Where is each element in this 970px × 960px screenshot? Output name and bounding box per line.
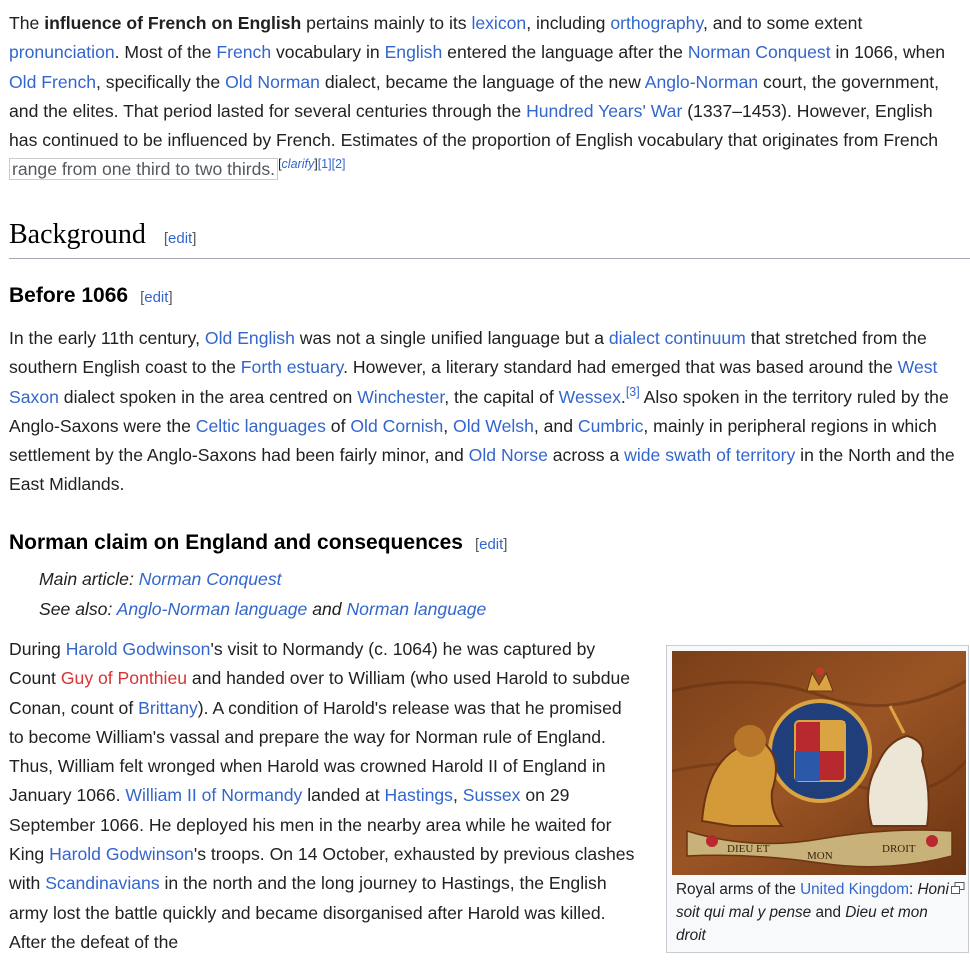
reference-1[interactable]: [1]	[317, 157, 332, 172]
link-orthography[interactable]: orthography	[610, 13, 703, 33]
heading-text: Background	[9, 219, 146, 250]
link-wide-swath[interactable]: wide swath of territory	[624, 445, 796, 466]
text: entered the language after the	[442, 42, 688, 63]
link-harold-godwinson-2[interactable]: Harold Godwinson	[49, 844, 194, 865]
text: 's visit to Normandy (c. 1064) he was captured by Count	[9, 639, 596, 689]
link-old-english[interactable]: Old English	[204, 328, 295, 348]
text: , and	[533, 415, 578, 436]
motto-italic-1: Honi soit qui mal y pense	[676, 881, 949, 921]
section-heading-background	[9, 219, 970, 259]
link-william-ii-normandy[interactable]: William II of Normandy	[125, 785, 303, 806]
link-dialect-continuum[interactable]: dialect continuum	[608, 328, 746, 348]
motto-right: DROIT	[882, 843, 916, 855]
link-anglo-norman[interactable]: Anglo-Norman	[644, 71, 759, 92]
text: Royal arms of the	[676, 881, 801, 898]
link-harold-godwinson[interactable]: Harold Godwinson	[65, 639, 211, 659]
link-pronunciation[interactable]: pronunciation	[9, 42, 115, 63]
heading-text: Norman claim on England and consequences	[9, 531, 463, 554]
text: , mainly in peripheral regions in which settlement by the Anglo-Saxons had been fairly minor, and	[9, 415, 937, 466]
motto-mid: MON	[807, 850, 833, 862]
edit-link[interactable]: edit	[144, 289, 169, 306]
figure-caption	[676, 878, 961, 947]
text: landed at	[302, 785, 385, 806]
figure-royal-arms	[666, 645, 969, 953]
text: across a	[547, 445, 625, 466]
link-anglo-norman-language[interactable]: Anglo-Norman language	[116, 599, 308, 619]
text: of	[325, 415, 351, 436]
link-old-norse[interactable]: Old Norse	[468, 445, 548, 466]
hatnote-label: See also:	[39, 599, 117, 619]
link-norman-language[interactable]: Norman language	[346, 599, 487, 619]
link-lexicon[interactable]: lexicon	[471, 13, 527, 33]
text: , including	[526, 13, 611, 33]
text: ). A condition of Harold's release was that he promised to become William's vassal and prepare the way for Norman rule of England. Thus, William felt wronged when Harold was crowned Harold II of England in January 1066.	[9, 697, 622, 806]
link-hundred-years-war[interactable]: Hundred Years' War	[526, 100, 683, 121]
link-old-norman[interactable]: Old Norman	[225, 71, 320, 92]
edit-link[interactable]: edit	[168, 230, 193, 247]
edit-section-norman-claim: [edit]	[474, 536, 508, 553]
link-norman-conquest[interactable]: Norman Conquest	[687, 42, 831, 63]
royal-arms-image[interactable]	[672, 651, 966, 875]
text: dialect spoken in the area centred on	[58, 386, 358, 407]
text: :	[908, 881, 918, 898]
text: that stretched from the southern English coast to the	[9, 328, 927, 378]
hatnote-see-also	[39, 599, 486, 620]
link-brittany[interactable]: Brittany	[138, 697, 198, 718]
text: in the North and the East Midlands.	[9, 445, 955, 495]
reference-3[interactable]: [3]	[625, 384, 640, 399]
link-scandinavians[interactable]: Scandinavians	[45, 873, 160, 894]
reference-group: [clarify][1][2]	[278, 157, 346, 172]
link-sussex[interactable]: Sussex	[462, 785, 521, 806]
link-wessex[interactable]: Wessex	[558, 386, 621, 407]
text: The	[9, 13, 45, 33]
link-winchester[interactable]: Winchester	[357, 386, 445, 407]
text: , specifically the	[96, 71, 226, 92]
link-cumbric[interactable]: Cumbric	[577, 415, 644, 436]
text: in the north and the long journey to Hastings, the English army lost the battle quickly and became disorganised after Harold was killed. After the defeat of the	[9, 873, 607, 952]
text: was not a single unified language but a	[294, 328, 609, 348]
heading-text: Before 1066	[9, 284, 129, 307]
link-french[interactable]: French	[216, 42, 272, 63]
text: and	[811, 904, 846, 921]
link-celtic-languages[interactable]: Celtic languages	[195, 415, 326, 436]
text: . However, a literary standard had emerged that was based around the	[343, 357, 898, 378]
text: ,	[452, 785, 463, 806]
before-1066-paragraph	[9, 324, 964, 500]
link-old-welsh[interactable]: Old Welsh	[453, 415, 534, 436]
hatnote-main-article	[39, 569, 282, 590]
text: on 29 September 1066. He deployed his men in the nearby area while he waited for King	[9, 785, 612, 865]
intro-paragraph	[9, 9, 964, 185]
edit-link[interactable]: edit	[479, 536, 504, 553]
link-forth-estuary[interactable]: Forth estuary	[240, 357, 344, 378]
reference-2[interactable]: [2]	[331, 157, 346, 172]
text: . Most of the	[114, 42, 217, 63]
link-guy-of-ponthieu-redlink[interactable]: Guy of Ponthieu	[60, 668, 188, 689]
section-heading-before-1066	[9, 284, 173, 308]
text: , and to some extent	[702, 13, 863, 33]
link-united-kingdom[interactable]: United Kingdom	[800, 881, 909, 898]
text: During	[9, 639, 66, 659]
text: 's troops. On 14 October, exhausted by previous clashes with	[9, 844, 635, 894]
edit-section-background: [edit]	[163, 230, 197, 247]
bold-term: influence of French on English	[44, 13, 302, 33]
text: Also spoken in the territory ruled by the Anglo-Saxons were the	[9, 386, 949, 436]
link-norman-conquest-article[interactable]: Norman Conquest	[138, 569, 282, 589]
highlighted-quote: range from one third to two thirds.	[9, 158, 278, 180]
link-old-french[interactable]: Old French	[9, 71, 97, 92]
link-english[interactable]: English	[384, 42, 443, 63]
text: dialect, became the language of the new	[319, 71, 645, 92]
text: .	[620, 386, 626, 407]
text: (1337–1453). However, English has continued to be influenced by French. Estimates of the proportion of English vocabulary that originates from French	[9, 100, 939, 151]
text: vocabulary in	[271, 42, 385, 63]
text: in 1066, when	[830, 42, 946, 63]
link-old-cornish[interactable]: Old Cornish	[350, 415, 444, 436]
motto-italic-2: Dieu et mon droit	[676, 904, 928, 944]
text: and handed over to William (who used Harold to subdue Conan, count of	[9, 668, 631, 718]
text: court, the government, and the elites. That period lasted for several centuries through the	[9, 71, 940, 121]
clarify-link[interactable]: clarify	[281, 157, 315, 172]
text: pertains mainly to its	[301, 13, 472, 33]
reference-group	[626, 385, 640, 399]
enlarge-icon[interactable]	[951, 878, 965, 901]
text: , the capital of	[444, 386, 559, 407]
link-hastings[interactable]: Hastings	[384, 785, 453, 806]
text: and	[307, 599, 347, 619]
section-heading-norman-claim	[9, 531, 507, 555]
text: In the early 11th century,	[9, 328, 205, 348]
link-west-saxon[interactable]: West Saxon	[9, 357, 938, 407]
motto-left: DIEU ET	[727, 843, 770, 855]
edit-section-before-1066: [edit]	[140, 289, 173, 306]
text: ,	[443, 415, 454, 436]
hatnote-label: Main article:	[39, 569, 139, 589]
norman-claim-paragraph	[9, 635, 641, 957]
